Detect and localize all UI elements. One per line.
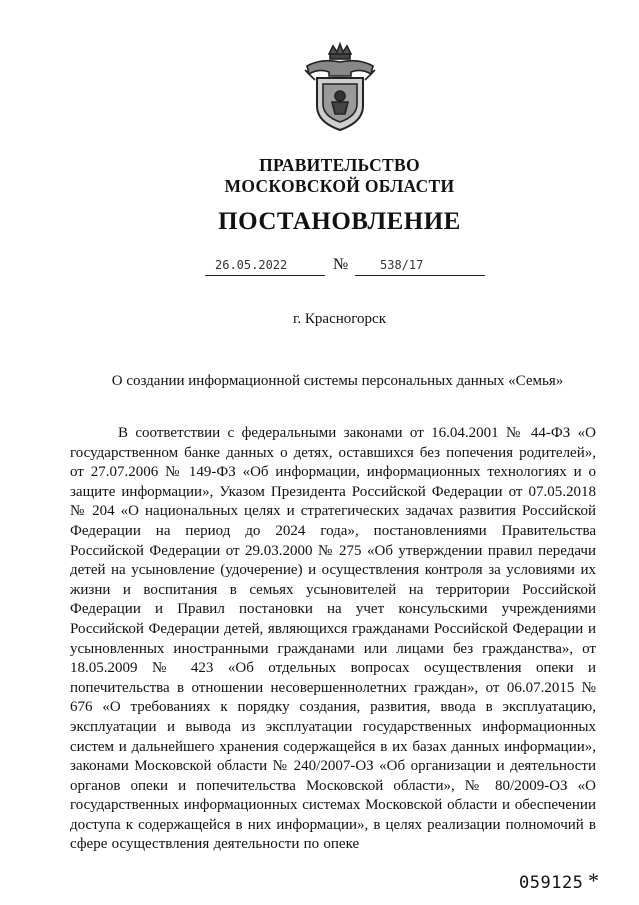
document-type: ПОСТАНОВЛЕНИЕ [218,208,461,235]
asterisk-mark: * [588,868,599,893]
government-title-line1: ПРАВИТЕЛЬСТВО [259,155,420,175]
body-paragraph: В соответствии с федеральными законами от 16.04.2001 № 44-ФЗ «О государственном банке данных о детях, оставшихся без попечения родителей», от 27.07.2006 № 149-ФЗ «Об информации, информационных технологиях и о защите информации», Указом Президента Российской Федерации от 07.05.2018 № 204 «О национальных целях и стратегических задачах развития Российской Федерации на период до 2024 года», постановлениями Правительства Российской Федерации от 29.03.2000 № 275 «Об утверждении правил передачи детей на усыновление (удочерение) и осуществления контроля за условиями их жизни и воспитания в семьях усыновителей на территории Российской Федерации и Правил постановки на учет консульскими учреждениями Российской Федерации детей, являющихся гражданами Российской Федерации и усыновленных иностранными гражданами или лицами без гражданства», от 18.05.2009 № 423 «Об отдельных вопросах осуществления опеки и попечительства в отношении несовершеннолетних граждан», от 06.07.2015 № 676 «О требованиях к порядку создания, развития, ввода в эксплуатацию, эксплуатации и вывода из эксплуатации государственных информационных систем и дальнейшего хранения содержащейся в их базах данных информации», законами Московской области № 240/2007-ОЗ «Об организации и деятельности органов опеки и попечительства Московской области», № 80/2009-ОЗ «О государственных информационных системах Московской области и обеспечении доступа к содержащейся в них информации», в целях реализации полномочий в сфере осуществления деятельности по опеке [70,425,596,853]
document-number: 538/17 [355,258,485,276]
city: г. Красногорск [292,311,387,327]
coat-of-arms-icon [299,40,381,136]
number-sign: № [333,256,349,273]
serial-number: 059125 [519,873,584,893]
government-title-line2: МОСКОВСКОЙ ОБЛАСТИ [224,176,455,196]
document-subject: О создании информационной системы персональных данных «Семья» [111,373,564,389]
document-date: 26.05.2022 [205,258,325,276]
